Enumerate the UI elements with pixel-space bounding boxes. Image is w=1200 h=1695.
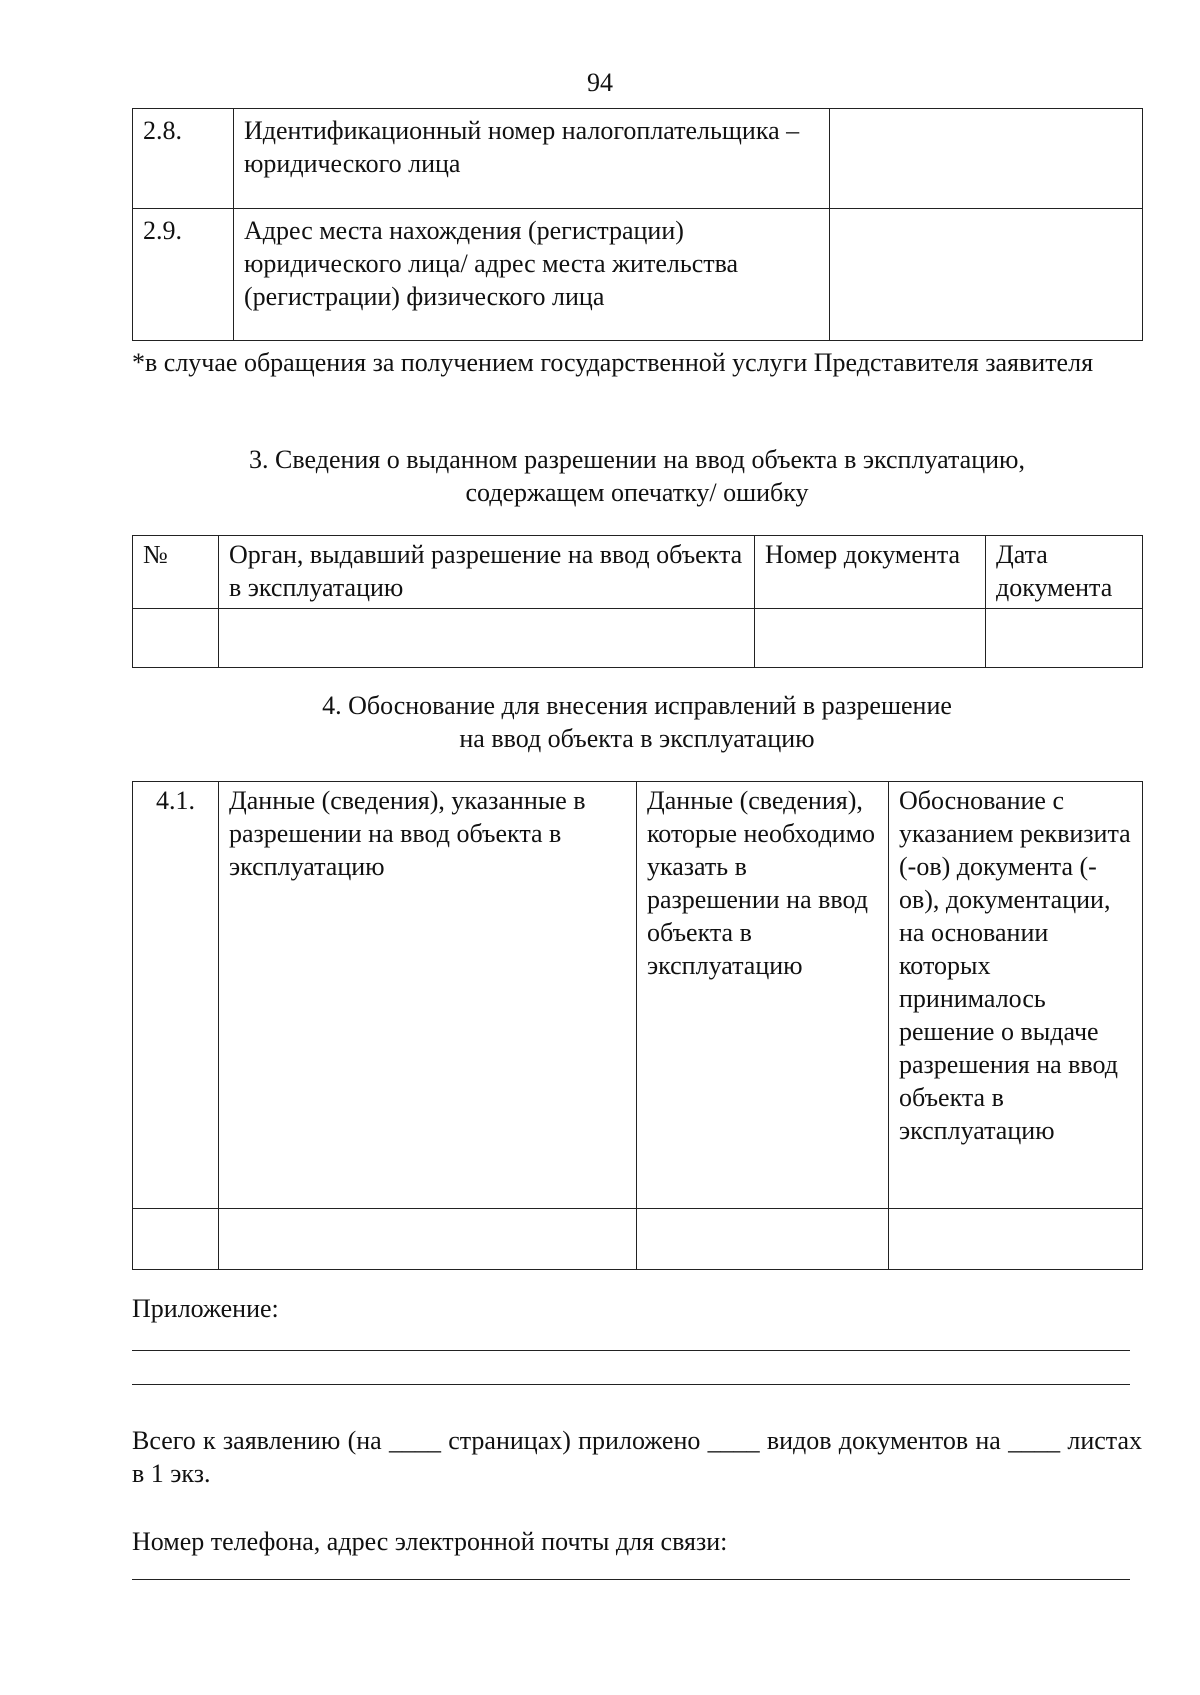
blank-cell[interactable] — [133, 1209, 219, 1270]
blank-cell[interactable] — [755, 609, 986, 668]
section-4-heading-line-2: на ввод объекта в эксплуатацию — [459, 724, 815, 753]
row-number: 4.1. — [133, 782, 219, 1209]
issued-permit-table — [132, 535, 1143, 668]
table-row — [133, 109, 1143, 209]
column-header-new-data: Данные (сведения), которые необходимо указать в разрешении на ввод объекта в эксплуатацию — [637, 782, 889, 1209]
row-number: 2.9. — [133, 209, 234, 341]
row-value-cell[interactable] — [830, 209, 1143, 341]
column-header-justification: Обоснование с указанием реквизита (-ов) документа (-ов), документации, на основании которых принималось решение о выдаче разрешения на ввод объекта в эксплуатацию — [889, 782, 1143, 1209]
attachment-label: Приложение: — [132, 1294, 279, 1323]
contact-line[interactable] — [132, 1579, 1130, 1580]
column-header-doc-number: Номер документа — [755, 536, 986, 609]
blank-cell[interactable] — [133, 609, 219, 668]
column-header-current-data: Данные (сведения), указанные в разрешении на ввод объекта в эксплуатацию — [219, 782, 637, 1209]
column-header-doc-date: Дата документа — [986, 536, 1143, 609]
section-3-heading — [132, 443, 1142, 509]
blank-cell[interactable] — [219, 609, 755, 668]
contact-label: Номер телефона, адрес электронной почты для связи: — [132, 1527, 728, 1556]
applicant-details-table — [132, 108, 1143, 341]
blank-cell[interactable] — [637, 1209, 889, 1270]
table-header-row — [133, 782, 1143, 1209]
page-number: 94 — [587, 68, 613, 97]
attachment-line-1[interactable] — [132, 1350, 1130, 1351]
blank-cell[interactable] — [219, 1209, 637, 1270]
row-label: Адрес места нахождения (регистрации) юридического лица/ адрес места жительства (регистрации) физического лица — [234, 209, 830, 341]
section-4-heading — [132, 689, 1142, 755]
footnote: *в случае обращения за получением государственной услуги Представителя заявителя — [132, 348, 1094, 377]
correction-basis-table — [132, 781, 1143, 1270]
section-3-heading-line-2: содержащем опечатку/ ошибку — [465, 478, 809, 507]
attachment-line-2[interactable] — [132, 1384, 1130, 1385]
table-row — [133, 609, 1143, 668]
row-label: Идентификационный номер налогоплательщика – юридического лица — [234, 109, 830, 209]
totals-statement: Всего к заявлению (на ____ страницах) приложено ____ видов документов на ____ листах в 1 экз. — [132, 1426, 1142, 1488]
table-row — [133, 209, 1143, 341]
section-4-heading-line-1: 4. Обоснование для внесения исправлений в разрешение — [322, 691, 952, 720]
row-value-cell[interactable] — [830, 109, 1143, 209]
column-header-number: № — [133, 536, 219, 609]
table-header-row — [133, 536, 1143, 609]
blank-cell[interactable] — [889, 1209, 1143, 1270]
column-header-issuer: Орган, выдавший разрешение на ввод объекта в эксплуатацию — [219, 536, 755, 609]
table-row — [133, 1209, 1143, 1270]
row-number: 2.8. — [133, 109, 234, 209]
section-3-heading-line-1: 3. Сведения о выданном разрешении на ввод объекта в эксплуатацию, — [249, 445, 1025, 474]
blank-cell[interactable] — [986, 609, 1143, 668]
